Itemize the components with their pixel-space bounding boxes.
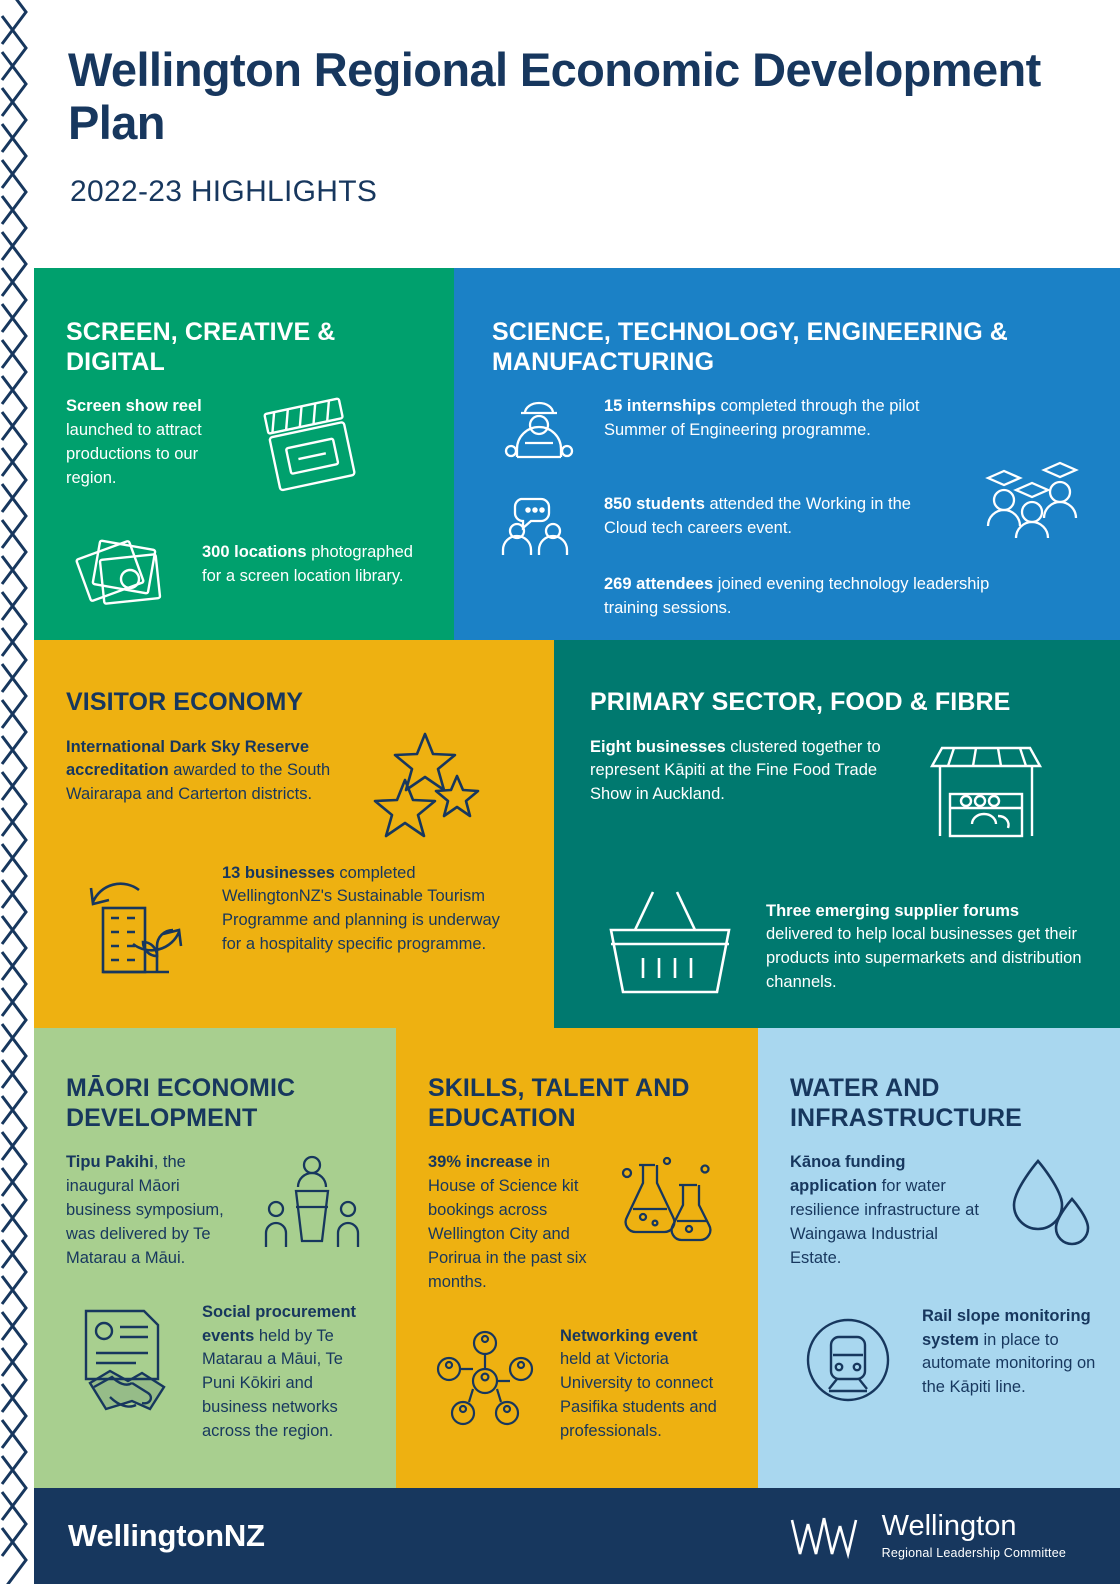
item-lead: 850 students <box>604 495 705 513</box>
item-lead: 269 attendees <box>604 575 714 593</box>
shopping-basket-icon <box>590 876 750 1006</box>
wrlc-mark-icon <box>786 1510 872 1562</box>
item-social-procurement <box>66 1301 370 1445</box>
item-lead: Networking event <box>560 1326 698 1345</box>
item-lead: Kānoa funding application <box>790 1153 906 1195</box>
item-eight-businesses <box>590 736 1094 848</box>
wrlc-logo <box>786 1510 1066 1562</box>
decorative-chevron-strip <box>0 0 34 1584</box>
graduates-icon <box>978 456 1086 547</box>
science-flasks-icon <box>609 1151 717 1261</box>
item-rail-slope-monitoring <box>790 1305 1096 1415</box>
item-lead: 39% increase <box>428 1153 533 1171</box>
panel-screen-creative-digital <box>34 268 454 640</box>
item-lead: 15 internships <box>604 397 716 415</box>
conversation-icon <box>492 493 588 557</box>
item-screen-show-reel <box>66 395 420 501</box>
item-rest: in House of Science kit bookings across Wellington City and Porirua in the past six months. <box>428 1153 587 1291</box>
panel-visitor-economy <box>34 640 554 1028</box>
panel-primary-sector <box>554 640 1120 1028</box>
item-rest: photographed for a screen location library. <box>202 543 413 585</box>
item-supplier-forums <box>590 876 1094 1006</box>
panel-title-primary: PRIMARY SECTOR, FOOD & FIBRE <box>590 688 1011 716</box>
item-dark-sky <box>66 736 524 838</box>
wrlc-subtitle: Regional Leadership Committee <box>881 1546 1066 1560</box>
handshake-document-icon <box>66 1301 186 1417</box>
wrlc-wordmark: Wellington <box>881 1510 1017 1542</box>
item-rest: completed through the pilot Summer of Engineering programme. <box>604 397 920 439</box>
item-lead: Rail slope monitoring system <box>922 1306 1091 1349</box>
item-lead: Eight businesses <box>590 737 726 756</box>
photographs-icon <box>66 523 186 623</box>
item-rest: launched to attract productions to our region. <box>66 420 202 487</box>
item-269-attendees <box>492 573 1090 621</box>
engineer-icon <box>492 395 588 475</box>
item-13-businesses <box>66 862 524 986</box>
panel-title-maori: MĀORI ECONOMIC DEVELOPMENT <box>66 1074 296 1132</box>
panel-row-1 <box>34 268 1120 640</box>
item-rest: completed WellingtonNZ's Sustainable Tourism Programme and planning is underway for a hospitality specific programme. <box>222 863 500 954</box>
clapperboard-icon <box>252 391 372 501</box>
item-39-percent-increase <box>428 1151 732 1295</box>
item-lead: 13 businesses <box>222 863 335 882</box>
item-rest: attended the Working in the Cloud tech careers event. <box>604 495 911 537</box>
item-lead: 300 locations <box>202 543 307 561</box>
item-lead: International Dark Sky Reserve accreditation <box>66 737 310 780</box>
item-rest: joined evening technology leadership training sessions. <box>604 575 990 617</box>
item-lead: Social procurement events <box>202 1302 357 1345</box>
panel-title-visitor: VISITOR ECONOMY <box>66 688 304 716</box>
stars-icon <box>367 728 487 838</box>
water-droplets-icon <box>1004 1151 1096 1255</box>
panel-row-2 <box>34 640 1120 1028</box>
item-rest: delivered to help local businesses get their products into supermarkets and distribution channels. <box>766 925 1082 992</box>
panel-maori-economic-development <box>34 1028 396 1488</box>
panel-title-stem: SCIENCE, TECHNOLOGY, ENGINEERING & MANUFACTURING <box>492 318 1008 376</box>
item-lead: Tipu Pakihi <box>66 1153 154 1171</box>
item-rest: for water resilience infrastructure at Waingawa Industrial Estate. <box>790 1176 979 1267</box>
panel-title-water: WATER AND INFRASTRUCTURE <box>790 1074 1022 1132</box>
panel-title-skills: SKILLS, TALENT AND EDUCATION <box>428 1074 690 1132</box>
train-icon <box>790 1305 906 1415</box>
item-tipu-pakihi <box>66 1151 370 1271</box>
item-rest: in place to automate monitoring on the Kāpiti line. <box>922 1330 1096 1397</box>
page-title: Wellington Regional Economic Development Plan <box>68 43 1041 149</box>
panel-stem <box>454 268 1120 640</box>
item-rest: , the inaugural Māori business symposium, was delivered by Te Matarau a Māui. <box>66 1153 224 1267</box>
item-rest: clustered together to represent Kāpiti at the Fine Food Trade Show in Auckland. <box>590 737 881 804</box>
item-kanoa-funding <box>790 1151 1096 1271</box>
panel-title-screen: SCREEN, CREATIVE & DIGITAL <box>66 318 336 376</box>
item-rest: held at Victoria University to connect Pasifika students and professionals. <box>560 1350 717 1441</box>
panel-row-3 <box>34 1028 1120 1488</box>
item-300-locations <box>66 523 420 623</box>
item-rest: awarded to the South Wairarapa and Carterton districts. <box>66 761 331 804</box>
page-header <box>34 0 1120 268</box>
market-stall-icon <box>920 736 1052 848</box>
item-lead: Screen show reel <box>66 397 202 415</box>
panel-water-infrastructure <box>758 1028 1120 1488</box>
item-rest: held by Te Matarau a Māui, Te Puni Kōkiri and business networks across the region. <box>202 1326 343 1441</box>
item-networking-event <box>428 1325 732 1445</box>
wellingtonnz-logo: WellingtonNZ <box>68 1518 265 1553</box>
page-subtitle: 2022-23 HIGHLIGHTS <box>70 175 378 209</box>
panel-grid <box>34 268 1120 1488</box>
panel-skills-talent-education <box>396 1028 758 1488</box>
item-lead: Three emerging supplier forums <box>766 901 1020 920</box>
network-people-icon <box>428 1325 544 1435</box>
sustainable-building-icon <box>66 862 206 986</box>
speaker-podium-icon <box>262 1151 362 1259</box>
page-footer <box>34 1488 1120 1584</box>
